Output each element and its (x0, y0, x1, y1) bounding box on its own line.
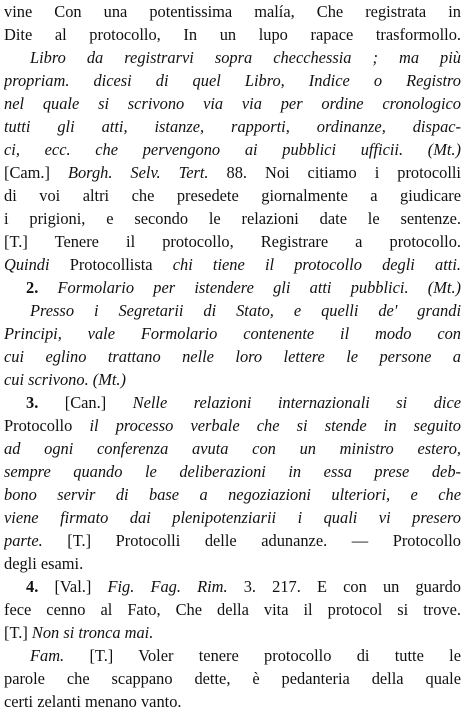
text-line (4, 667, 461, 690)
text-line (4, 391, 461, 414)
text-run: Quindi (4, 255, 50, 274)
text-run: 4. (26, 577, 55, 596)
text-run: Fig. Fag. Rim. (107, 577, 228, 596)
text-run: 3. (26, 393, 65, 412)
text-line (4, 598, 461, 621)
text-run: Borgh. Selv. Tert. (67, 163, 209, 182)
text-run: [T.] (4, 623, 32, 642)
text-run: [Cam.] (4, 163, 68, 182)
text-line (4, 69, 461, 92)
text-line (4, 437, 461, 460)
text-run: i prigioni, e secondo le relazioni date le sentenze. (4, 209, 461, 228)
text-run: degli esami. (4, 554, 84, 573)
text-line (4, 230, 461, 253)
text-run: Principi, vale Formolario contenente il modo con (4, 324, 461, 343)
text-line (4, 92, 461, 115)
text-run: di voi altri che presedete giornalmente a giudicare (4, 186, 461, 205)
text-run: [T.] Tenere il protocollo, Registrare a protocollo. (4, 232, 461, 251)
text-run: Dite al protocollo, In un lupo rapace trasformollo. (4, 25, 461, 44)
text-line (4, 621, 461, 644)
text-run: Protocollo (4, 416, 90, 435)
text-line (4, 506, 461, 529)
text-run: Nelle relazioni internazionali si dice (132, 393, 461, 412)
text-run: parole che scappano dette, è pedanteria della quale (4, 669, 461, 688)
text-line (4, 575, 461, 598)
text-run: cui scrivono. (Mt.) (4, 370, 126, 389)
text-line (4, 345, 461, 368)
text-line (4, 460, 461, 483)
text-line (4, 253, 461, 276)
text-run: nel quale si scrivono via via per ordine cronologico (4, 94, 461, 113)
text-line (4, 138, 461, 161)
text-run: Protocollista (49, 255, 173, 274)
text-run: Formolario per istendere gli atti pubblici. (Mt.) (57, 278, 461, 297)
text-run: [T.] Voler tenere protocollo di tutte le (64, 646, 461, 665)
text-run: il processo verbale che si stende in seguito (89, 416, 461, 435)
text-line (4, 368, 461, 391)
text-run: propriam. dicesi di quel Libro, Indice o Registro (4, 71, 461, 90)
text-run: certi zelanti menano vanto. (4, 692, 182, 711)
text-line (4, 207, 461, 230)
text-run: [T.] Protocolli delle adunanze. — Protocollo (42, 531, 461, 550)
text-line (4, 322, 461, 345)
text-line (4, 161, 461, 184)
text-run: 3. 217. E con un guardo (227, 577, 461, 596)
text-run: bono servir di base a negoziazioni ulteriori, e che (4, 485, 461, 504)
text-line (4, 46, 461, 69)
text-line (4, 184, 461, 207)
text-line (4, 644, 461, 667)
text-run: Fam. (30, 646, 65, 665)
text-line (4, 276, 461, 299)
text-run: sempre quando le deliberazioni in essa prese deb- (4, 462, 461, 481)
text-line (4, 414, 461, 437)
text-line (4, 0, 461, 23)
text-line (4, 529, 461, 552)
text-line (4, 483, 461, 506)
text-run: Libro da registrarvi sopra checchessia ; ma più (30, 48, 461, 67)
text-line (4, 23, 461, 46)
text-run: ci, ecc. che pervengono ai pubblici ufficii. (Mt.) (4, 140, 461, 159)
text-line (4, 552, 461, 575)
text-line (4, 690, 461, 713)
text-run: parte. (4, 531, 43, 550)
text-run: ad ogni conferenza avuta con un ministro estero, (4, 439, 461, 458)
text-run: [Val.] (54, 577, 108, 596)
text-run: tutti gli atti, istanze, rapporti, ordinanze, dispac- (4, 117, 461, 136)
text-run: Presso i Segretarii di Stato, e quelli de' grandi (30, 301, 461, 320)
text-run: Non si tronca mai. (31, 623, 154, 642)
text-line (4, 299, 461, 322)
text-run: cui eglino trattano nelle loro lettere le persone a (4, 347, 461, 366)
text-run: 2. (26, 278, 58, 297)
text-line (4, 115, 461, 138)
text-run: [Can.] (64, 393, 133, 412)
text-run: viene firmato dai plenipotenziarii i quali vi presero (4, 508, 461, 527)
text-run: 88. Noi citiamo i protocolli (208, 163, 461, 182)
text-run: fece cenno al Fato, Che della vita il protocol si trove. (4, 600, 461, 619)
text-run: vine Con una potentissima malía, Che registrata in (4, 2, 461, 21)
text-run: chi tiene il protocollo degli atti. (172, 255, 461, 274)
